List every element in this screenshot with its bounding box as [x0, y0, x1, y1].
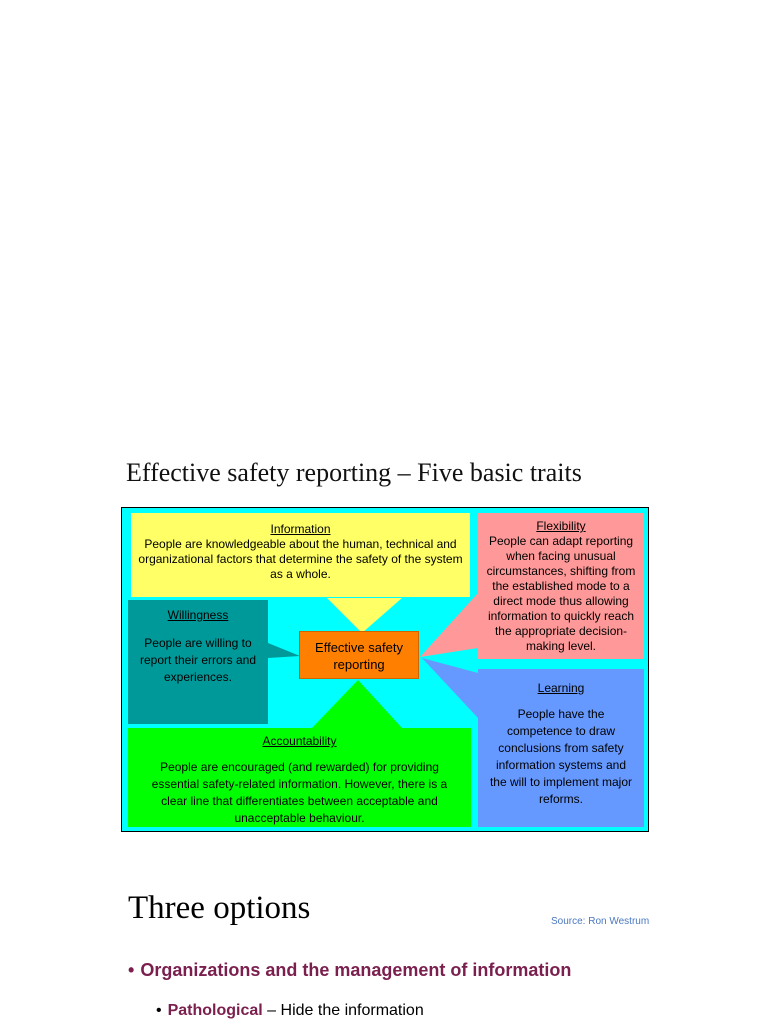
- bullet-level2: [156, 1002, 424, 1020]
- information-box: [131, 513, 470, 597]
- slide-title: Effective safety reporting – Five basic traits: [126, 458, 582, 487]
- five-traits-diagram: [121, 507, 649, 832]
- accountability-heading: Accountability: [262, 734, 337, 748]
- bullet-level1-text: Organizations and the management of information: [140, 960, 572, 980]
- flexibility-heading: Flexibility: [536, 519, 586, 533]
- source-credit: Source: Ron Westrum: [551, 916, 650, 927]
- willingness-text: People are willing to report their errors and experiences.: [139, 636, 257, 684]
- bullet-level2-text: – Hide the information: [262, 1002, 424, 1019]
- section-title: Three options: [128, 890, 311, 926]
- accountability-box: [128, 728, 471, 827]
- willingness-heading: Willingness: [167, 608, 229, 622]
- bullet-level1: [128, 960, 571, 981]
- learning-heading: Learning: [537, 681, 585, 695]
- bullet-dot-icon: •: [128, 960, 135, 980]
- learning-pointer: [422, 658, 478, 718]
- willingness-box: [128, 600, 268, 724]
- flexibility-text: People can adapt reporting when facing unusual circumstances, shifting from the established mode to a direct mode thus allowing information to quickly reach the appropriate decision-making level.: [486, 534, 636, 653]
- willingness-pointer: [268, 643, 300, 658]
- flexibility-pointer: [420, 593, 478, 657]
- flexibility-box: [478, 513, 644, 659]
- information-pointer: [327, 598, 402, 633]
- accountability-pointer: [312, 680, 402, 728]
- learning-box: [478, 669, 644, 827]
- bullet-dot-icon: •: [156, 1002, 162, 1019]
- learning-text: People have the competence to draw conclusions from safety information systems and the will to implement major reforms.: [489, 707, 633, 806]
- information-heading: Information: [270, 522, 331, 536]
- center-box: Effective safety reporting: [299, 631, 419, 679]
- accountability-text: People are encouraged (and rewarded) for providing essential safety-related information. However, there is a clear line that differentiates between acceptable and unacceptable behaviour.: [151, 760, 448, 825]
- bullet-level2-term: Pathological: [167, 1002, 263, 1019]
- information-text: People are knowledgeable about the human, technical and organizational factors that determine the safety of the system as a whole.: [138, 537, 463, 581]
